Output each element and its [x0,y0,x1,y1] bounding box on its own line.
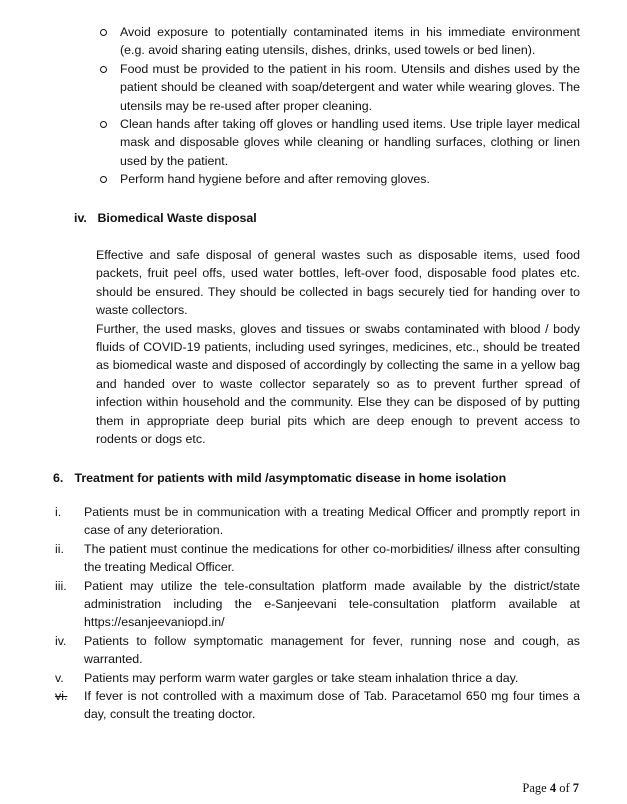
page-of-label: of [556,781,573,795]
bullet-item [96,170,580,188]
list-item-text: Patients to follow symptomatic management for fever, running nose and cough, as warranted. [84,633,580,667]
list-item [55,687,580,724]
section-6-heading [53,469,506,487]
paragraph: Further, the used masks, gloves and tissues or swabs contaminated with blood / body fluids of COVID-19 patients, including used syringes, medicines, etc., should be treated as biomedical waste and disposed of accordingly by collecting the same in a yellow bag and handed over to waste collector separately so as to prevent further spread of infection within household and the community. Else they can be disposed of by putting them in appropriate deep burial pits which are deep enough to prevent access to rodents or dogs etc. [96,321,580,447]
hollow-bullet-icon [100,66,107,73]
list-item-text: The patient must continue the medications for other co-morbidities/ illness after consulting the treating Medical Officer. [84,541,580,575]
section-number: 6. [53,471,64,485]
roman-numeral: v. [55,670,64,685]
bullet-text: Food must be provided to the patient in his room. Utensils and dishes used by the patient should be cleaned with soap/detergent and water while wearing gloves. The utensils may be re-used after proper cleaning. [120,61,580,113]
bullet-text: Perform hand hygiene before and after removing gloves. [120,172,430,187]
treatment-list [55,503,580,724]
list-item-text: Patient may utilize the tele-consultation platform made available by the district/state administration including the e-Sanjeevani tele-consultation platform available at https://esanjeevaniopd.in/ [84,578,580,630]
roman-numeral: vi. [55,689,68,704]
paragraph: Effective and safe disposal of general wastes such as disposable items, used food packets, fruit peel offs, used water bottles, left-over food, disposable food plates etc. should be ensured. They should be collected in bags securely tied for handing over to waste collectors. [96,248,580,318]
section-iv-body [96,246,580,448]
page-number [522,779,579,797]
section-title: Treatment for patients with mild /asymptomatic disease in home isolation [74,471,507,485]
bullet-list [96,23,580,189]
list-item-text: If fever is not controlled with a maximum dose of Tab. Paracetamol 650 mg four times a day, consult the treating doctor. [84,689,580,722]
current-page: 4 [549,781,557,795]
section-title: Biomedical Waste disposal [97,211,257,225]
bullet-text: Avoid exposure to potentially contaminated items in his immediate environment (e.g. avoid sharing eating utensils, dishes, drinks, used towels or bed linen). [120,25,580,58]
roman-numeral: ii. [55,541,64,556]
section-iv-heading [74,209,257,227]
page-label: Page [522,781,550,795]
roman-numeral: i. [55,505,62,519]
list-item [55,669,580,687]
bullet-item [96,115,580,170]
list-item [55,632,580,669]
list-item [55,503,580,540]
bullet-item [96,60,580,115]
list-item-text: Patients may perform warm water gargles or take steam inhalation thrice a day. [84,670,519,685]
hollow-bullet-icon [100,176,107,183]
hollow-bullet-icon [100,121,107,128]
roman-numeral: iv. [55,633,67,648]
list-item [55,577,580,632]
list-item [55,540,580,577]
section-numeral: iv. [74,211,87,225]
total-pages: 7 [572,781,579,795]
roman-numeral: iii. [55,578,67,593]
hollow-bullet-icon [100,29,107,36]
bullet-item [96,23,580,60]
list-item-text: Patients must be in communication with a treating Medical Officer and promptly report in case of any deterioration. [84,505,580,538]
bullet-text: Clean hands after taking off gloves or handling used items. Use triple layer medical mask and disposable gloves while cleaning or handling surfaces, clothing or linen used by the patient. [120,117,580,168]
